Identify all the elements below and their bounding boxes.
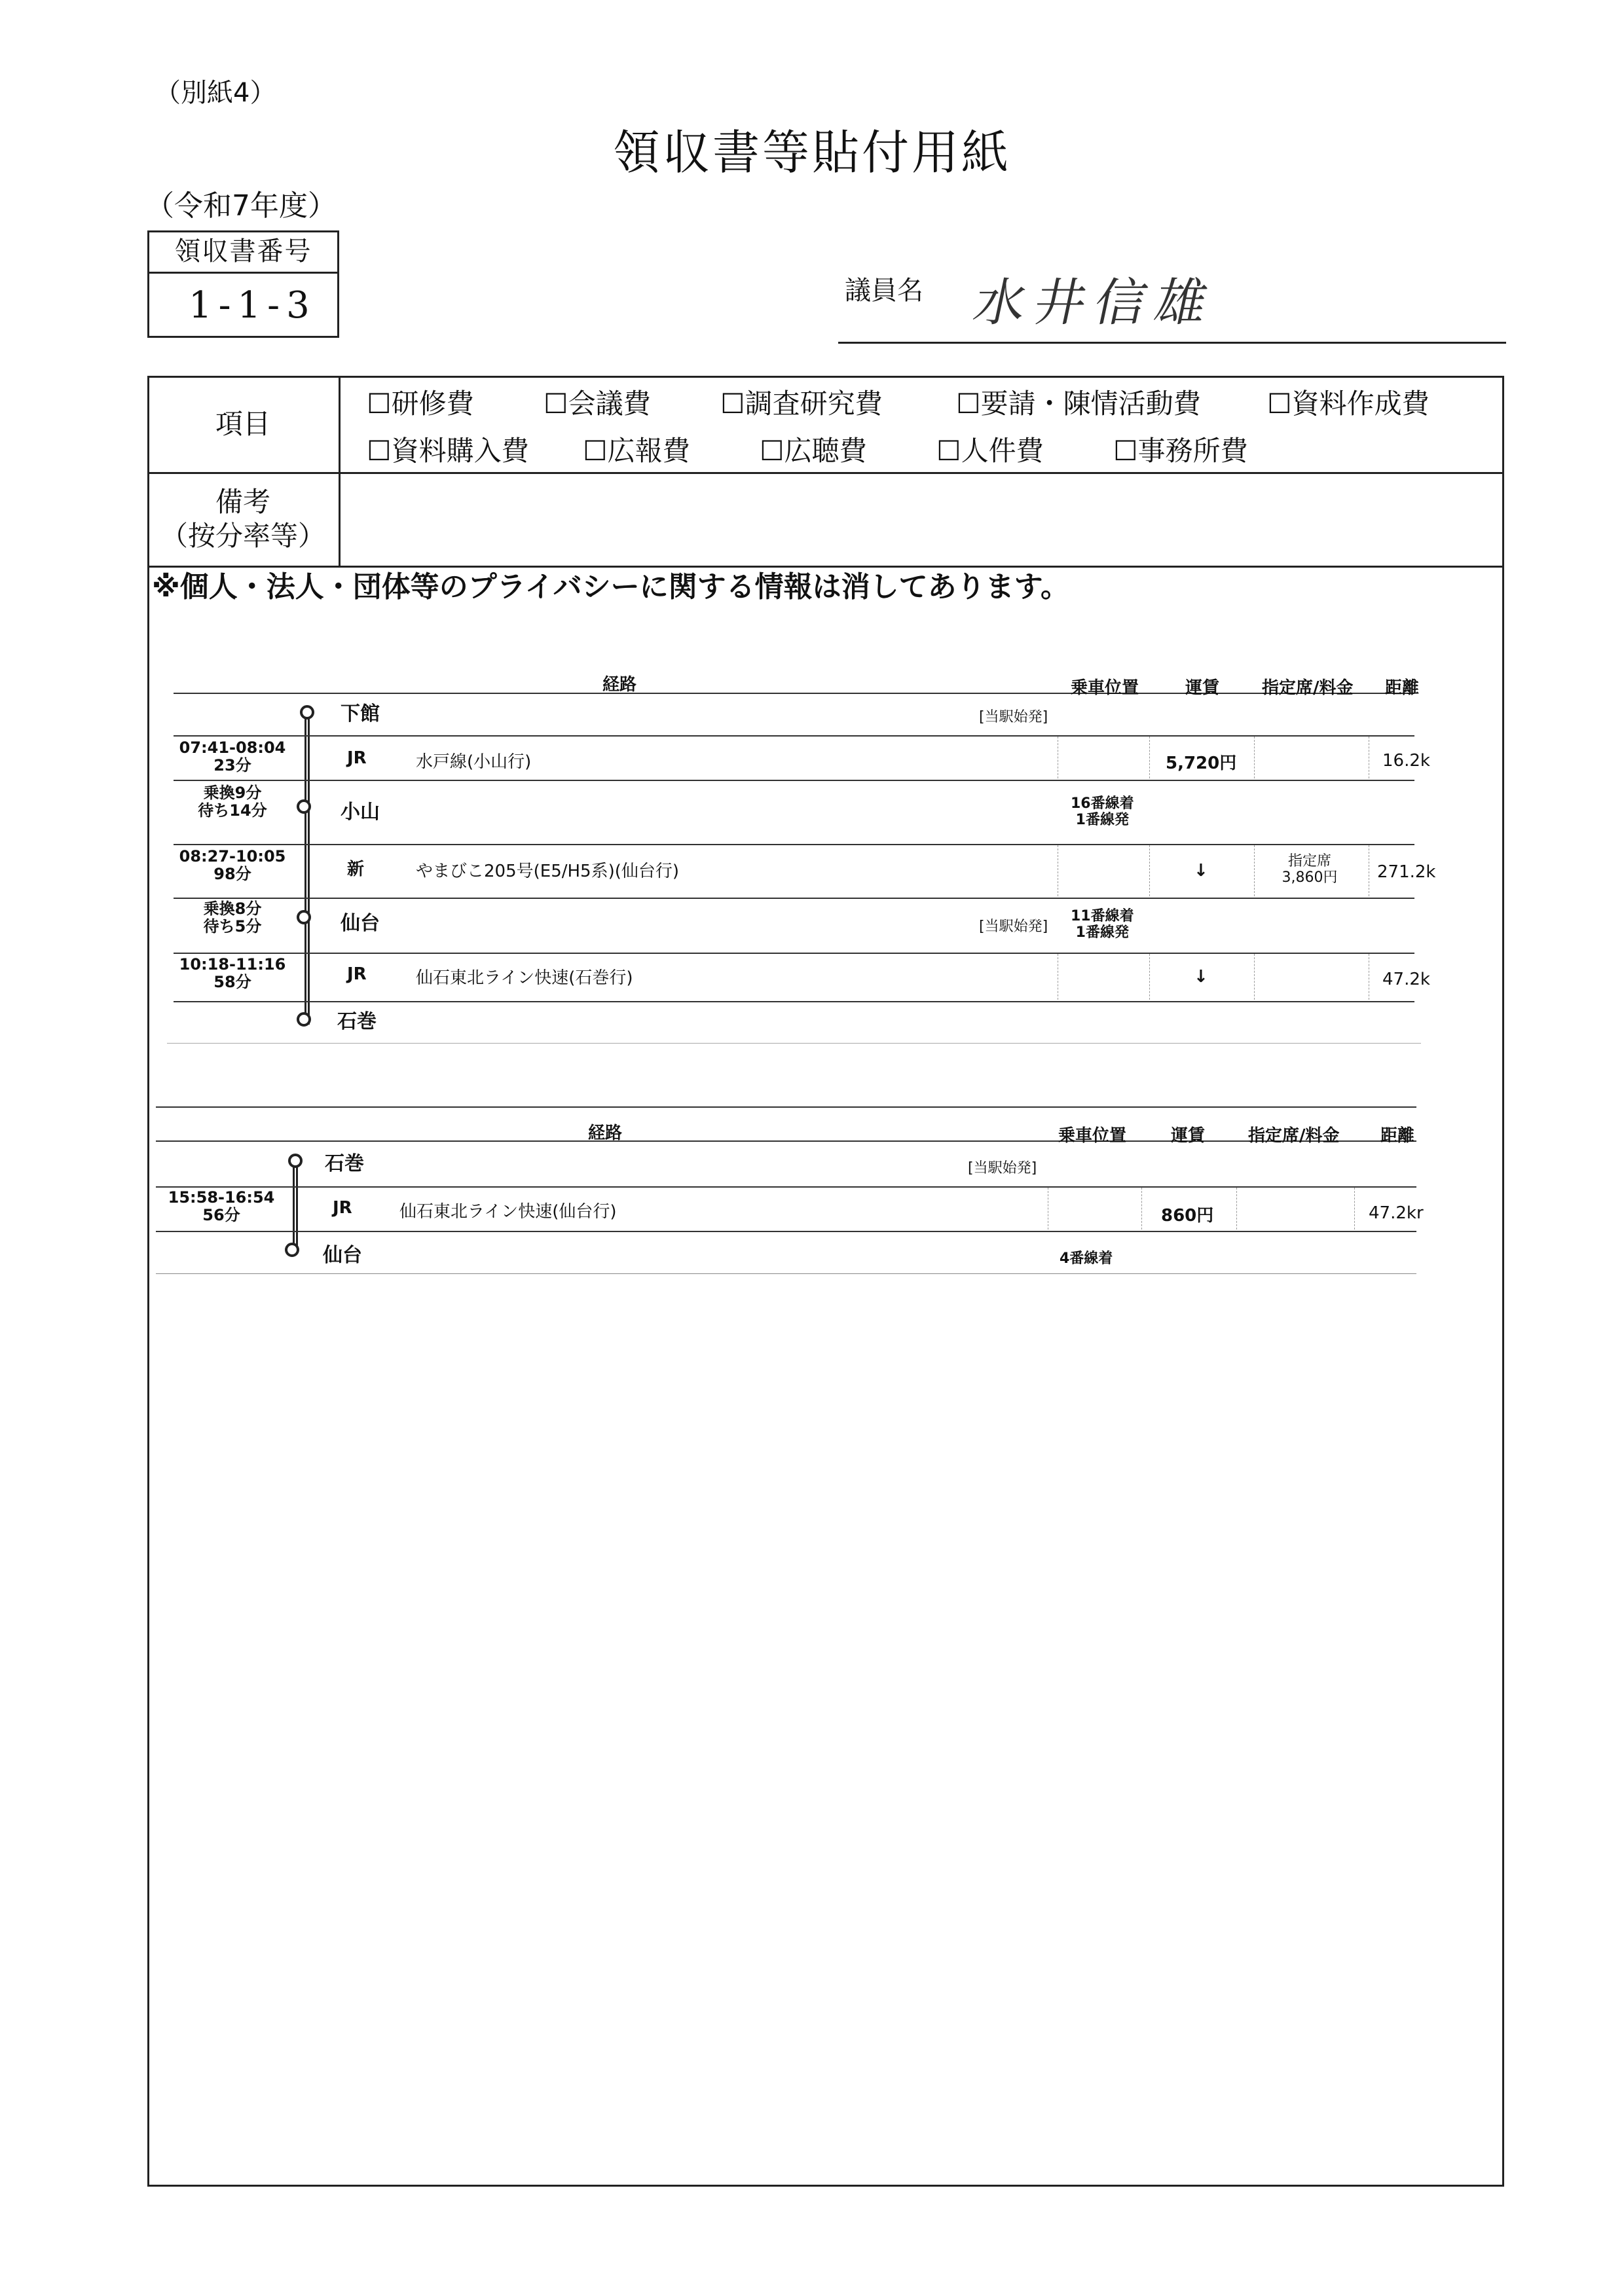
header-rule: [174, 693, 1414, 694]
start-note: [当駅始発]: [979, 919, 1048, 935]
col-header-position: 乗車位置: [1058, 1126, 1127, 1146]
col-header-distance: 距離: [1385, 678, 1420, 698]
leg-duration: 23分: [213, 756, 251, 774]
item-label: 項目: [147, 376, 341, 472]
line-name: 仙石東北ライン快速(石巻行): [416, 968, 633, 988]
arrival-track: 4番線着: [1060, 1250, 1113, 1267]
wait-time: 待ち14分: [198, 801, 267, 820]
arrival-track: 16番線着: [1071, 795, 1134, 812]
line-name: 水戸線(小山行): [416, 752, 532, 772]
station-marker: [297, 1012, 311, 1027]
leg-time-range: 10:18-11:16: [179, 955, 286, 974]
col-header-distance: 距離: [1380, 1126, 1415, 1146]
leg-time: [167, 956, 298, 991]
station-marker: [288, 1154, 303, 1168]
reserved-label: 指定席: [1287, 853, 1331, 869]
station-name: 石巻: [337, 1010, 377, 1033]
annex-label: （別紙4）: [155, 78, 276, 108]
track-info: [1071, 795, 1134, 828]
departure-track: 1番線発: [1075, 924, 1129, 941]
note-label-sub: （按分率等）: [160, 519, 325, 552]
track-info: [1071, 908, 1134, 941]
leg-time-range: 07:41-08:04: [179, 738, 286, 757]
checkbox-material-purchase[interactable]: ☐資料購入費: [367, 435, 529, 467]
leg-time: [167, 739, 298, 774]
line-name: やまびこ205号(E5/H5系)(仙台行): [416, 862, 680, 881]
station-name: 仙台: [323, 1244, 362, 1267]
privacy-notice: ※個人・法人・団体等のプライバシーに関する情報は消してあります。: [152, 570, 1070, 604]
col-header-fare: 運賃: [1185, 678, 1220, 698]
member-signature: 水井信雄: [968, 274, 1223, 333]
reserved-seat-info: [1267, 853, 1352, 886]
col-header-reserved: 指定席/料金: [1262, 678, 1354, 698]
start-note: [当駅始発]: [979, 709, 1048, 725]
checkbox-training[interactable]: ☐研修費: [367, 388, 474, 420]
checkbox-petition[interactable]: ☐要請・陳情活動費: [956, 388, 1201, 420]
leg-time: [167, 848, 298, 883]
col-header-reserved: 指定席/料金: [1248, 1126, 1340, 1146]
station-name: 石巻: [325, 1152, 364, 1175]
route-printout-2: [156, 1106, 1424, 1283]
signature-line: [838, 342, 1506, 344]
wait-time: 待ち5分: [203, 917, 262, 936]
receipt-number-value: 1-1-3: [189, 284, 316, 327]
route-rail: [304, 710, 310, 1025]
fare-continued-arrow: ↓: [1194, 861, 1208, 881]
train-icon-jr: JR: [347, 748, 367, 768]
leg-duration: 56分: [202, 1206, 240, 1224]
fiscal-year: （令和7年度）: [145, 189, 337, 223]
reserved-fee: 3,860円: [1282, 869, 1338, 886]
page-title: 領収書等貼付用紙: [612, 125, 1011, 180]
col-header-route: 経路: [588, 1123, 623, 1143]
note-label: [147, 472, 341, 566]
member-name-label: 議員名: [845, 276, 923, 306]
station-marker: [297, 799, 311, 814]
station-marker: [285, 1243, 299, 1257]
station-marker: [297, 910, 311, 924]
transfer-info: [167, 900, 298, 936]
leg-duration: 58分: [213, 973, 251, 991]
train-icon-jr: JR: [347, 964, 367, 984]
receipt-number-label: 領収書番号: [149, 232, 337, 274]
distance-value: 47.2kr: [1369, 1203, 1424, 1223]
route-printout-1: [167, 665, 1436, 1051]
checkbox-hearing[interactable]: ☐広聴費: [760, 435, 867, 467]
fare-value: 5,720円: [1166, 754, 1237, 773]
leg-time-range: 15:58-16:54: [168, 1188, 275, 1207]
station-name: 仙台: [341, 912, 380, 935]
transfer-time: 乗換8分: [203, 900, 262, 918]
departure-track: 1番線発: [1075, 812, 1129, 828]
row-rule: [174, 735, 1414, 737]
station-name: 小山: [341, 801, 380, 824]
leg-time: [156, 1189, 287, 1224]
fare-value: 860円: [1161, 1206, 1214, 1226]
note-row: [147, 472, 1504, 568]
train-icon-jr: JR: [333, 1198, 352, 1218]
checkbox-publicity[interactable]: ☐広報費: [583, 435, 690, 467]
distance-value: 16.2k: [1382, 751, 1430, 771]
shinkansen-icon: 新: [347, 860, 365, 879]
col-header-route: 経路: [602, 675, 637, 695]
station-name: 下館: [341, 702, 380, 725]
item-row: [147, 376, 1504, 474]
fare-continued-arrow: ↓: [1194, 967, 1208, 987]
station-marker: [300, 705, 314, 720]
col-header-position: 乗車位置: [1071, 678, 1139, 698]
distance-value: 47.2k: [1382, 970, 1430, 989]
note-label-title: 備考: [215, 485, 270, 518]
arrival-track: 11番線着: [1071, 908, 1134, 924]
start-note: [当駅始発]: [968, 1160, 1037, 1176]
receipt-number-box: [147, 230, 339, 338]
line-name: 仙石東北ライン快速(仙台行): [399, 1202, 617, 1222]
transfer-time: 乗換9分: [203, 784, 262, 802]
checkbox-material-creation[interactable]: ☐資料作成費: [1267, 388, 1430, 420]
transfer-info: [167, 784, 298, 820]
col-header-fare: 運賃: [1171, 1126, 1206, 1146]
header-rule: [156, 1140, 1416, 1142]
checkbox-research[interactable]: ☐調査研究費: [720, 388, 883, 420]
checkbox-meeting[interactable]: ☐会議費: [544, 388, 651, 420]
distance-value: 271.2k: [1377, 862, 1436, 882]
route-rail: [293, 1159, 298, 1250]
checkbox-office[interactable]: ☐事務所費: [1113, 435, 1248, 467]
leg-duration: 98分: [213, 865, 251, 883]
checkbox-personnel[interactable]: ☐人件費: [936, 435, 1044, 467]
leg-time-range: 08:27-10:05: [179, 847, 286, 866]
